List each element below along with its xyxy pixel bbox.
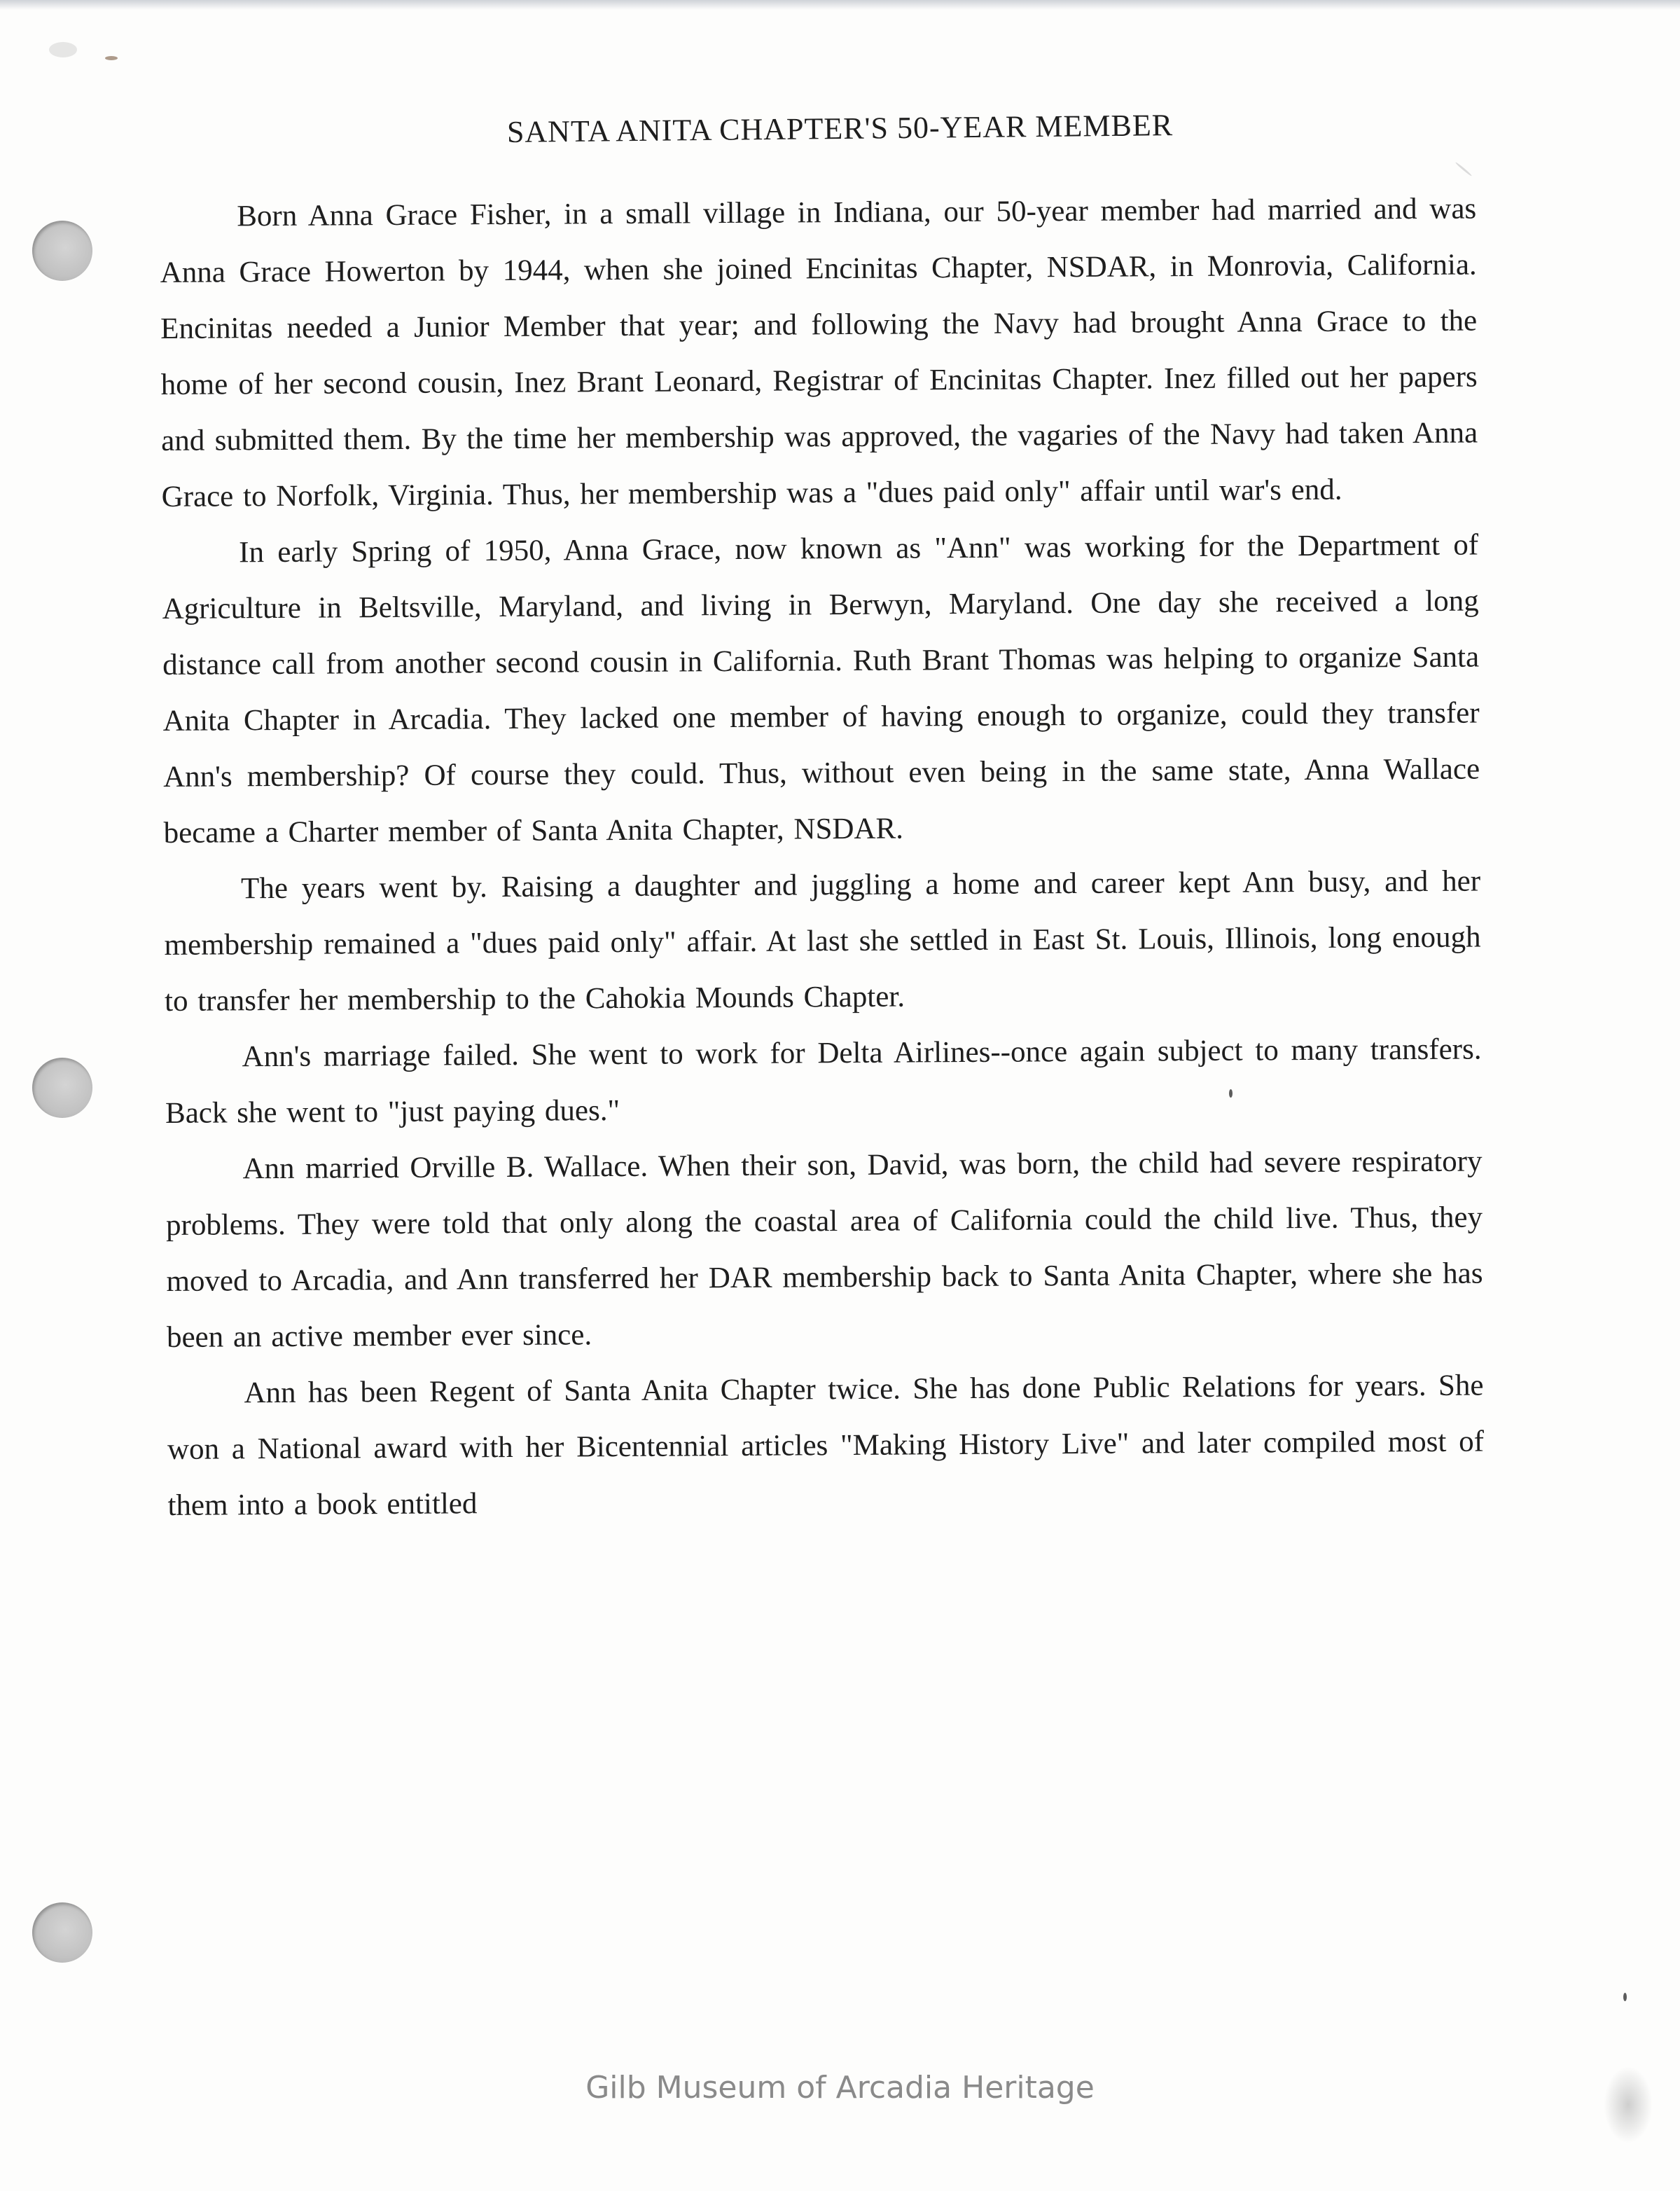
paragraph-5: Ann married Orville B. Wallace. When their son, David, was born, the child had severe respiratory problems. They were told that only along the coastal area of California could the child live. Thus, they moved to Arcadia, and Ann transferred her DAR membership back to Santa Anita Chapter, where she has been an active member ever since. [165, 1145, 1483, 1354]
paragraph-6: Ann has been Regent of Santa Anita Chapter twice. She has done Public Relations for years. She won a National award with her Bicentennial articles "Making History Live" and later compiled most of them into a book entitled [167, 1369, 1485, 1522]
binder-hole-top [32, 221, 92, 281]
paragraph-1: Born Anna Grace Fisher, in a small village in Indiana, our 50-year member had married and was Anna Grace Howerton by 1944, when she joined Encinitas Chapter, NSDAR, in Monrovia, California. Encinitas needed a Junior Member that year; and following the Navy had brought Anna Grace to the home of her second cousin, Inez Brant Leonard, Registrar of Encinitas Chapter. Inez filled out her papers and submitted them. By the time her membership was approved, the vagaries of the Navy had taken Anna Grace to Norfolk, Virginia. Thus, her membership was a "dues paid only" affair until war's end. [160, 192, 1478, 513]
document-body [160, 181, 1485, 1534]
paragraph-3: The years went by. Raising a daughter and juggling a home and career kept Ann busy, and her membership remained a "dues paid only" affair. At last she settled in East St. Louis, Illinois, long enough to transfer her membership to the Cahokia Mounds Chapter. [164, 864, 1481, 1018]
paragraph-2: In early Spring of 1950, Anna Grace, now known as "Ann" was working for the Department of Agriculture in Beltsville, Maryland, and living in Berwyn, Maryland. One day she received a long distance call from another second cousin in California. Ruth Brant Thomas was helping to organize Santa Anita Chapter in Arcadia. They lacked one member of having enough to organize, could they transfer Ann's membership? Of course they could. Thus, without even being in the same state, Anna Wallace became a Charter member of Santa Anita Chapter, NSDAR. [162, 528, 1480, 850]
scan-speck [1455, 162, 1473, 177]
scan-speck [1623, 1993, 1627, 2001]
paragraph-4: Ann's marriage failed. She went to work for Delta Airlines--once again subject to many transfers. Back she went to "just paying dues." [165, 1032, 1482, 1130]
binder-hole-middle [32, 1058, 92, 1118]
scan-speck [105, 56, 118, 60]
document-title: SANTA ANITA CHAPTER'S 50-YEAR MEMBER [506, 108, 1174, 149]
binder-hole-bottom [32, 1902, 92, 1963]
scan-smudge [1604, 2066, 1653, 2143]
museum-watermark: Gilb Museum of Arcadia Heritage [585, 2070, 1095, 2106]
scan-speck [49, 42, 77, 57]
scan-top-edge [0, 0, 1680, 10]
